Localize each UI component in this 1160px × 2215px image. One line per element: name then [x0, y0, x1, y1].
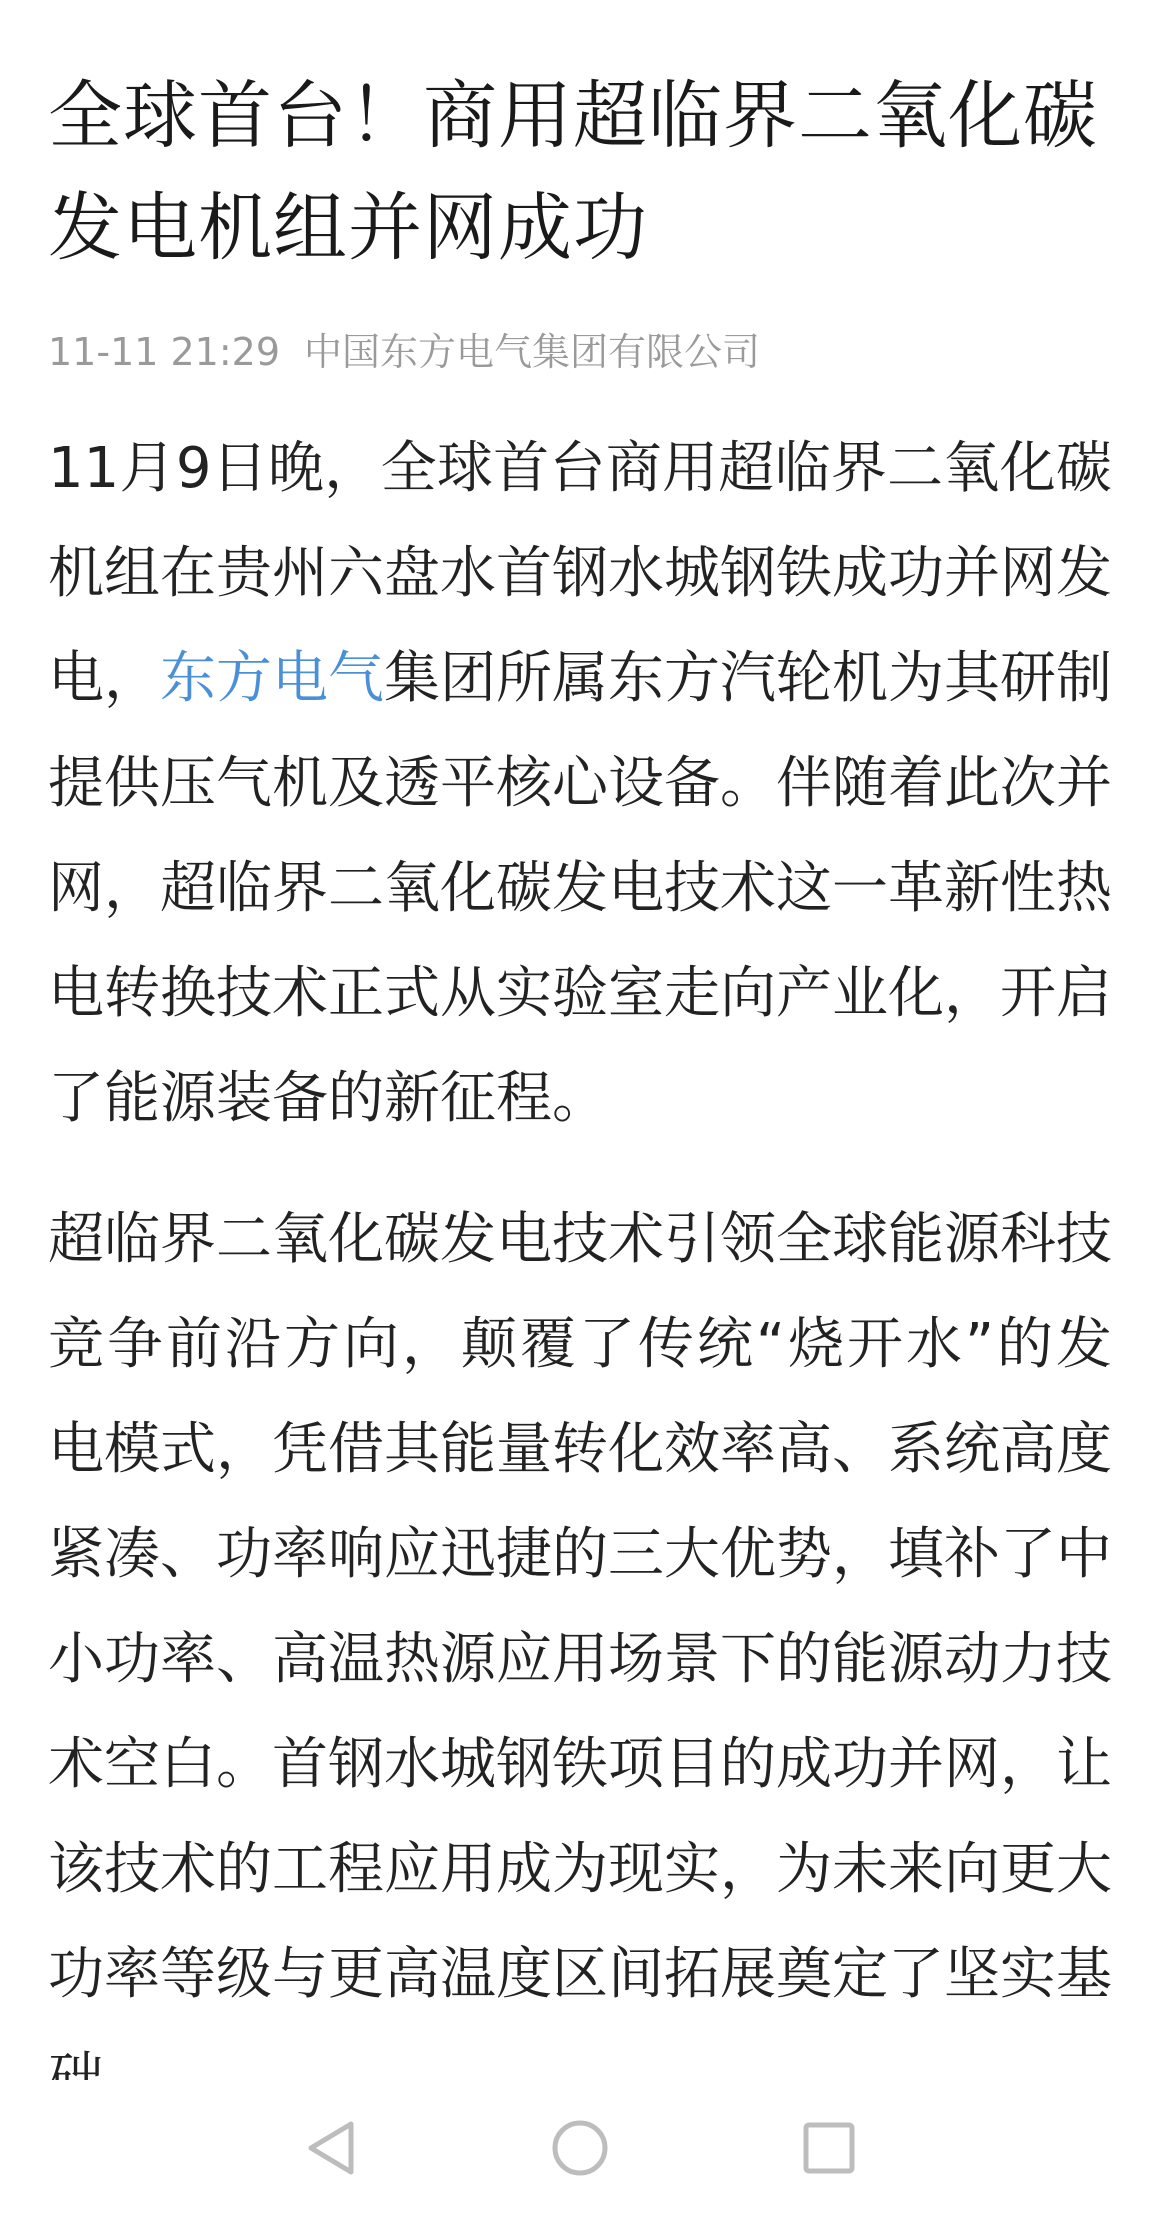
- article-source[interactable]: 中国东方电气集团有限公司: [304, 330, 761, 374]
- article-title: 全球首台！商用超临界二氧化碳发电机组并网成功: [48, 73, 1098, 271]
- recents-button[interactable]: [797, 2116, 861, 2180]
- home-icon: [550, 2118, 610, 2178]
- back-button[interactable]: [299, 2116, 363, 2180]
- paragraph-1: [48, 416, 1112, 1151]
- article-meta: [48, 328, 1112, 376]
- system-navigation-bar: [0, 2080, 1160, 2215]
- back-icon: [303, 2118, 359, 2178]
- article-content: [48, 60, 1112, 2078]
- paragraph-1-text-before: 11月9日晚，全球首台商用超临界二氧化碳机组在贵州六盘水首钢水城钢铁成功并网发电，: [48, 436, 1112, 711]
- paragraph-1-text-after: 集团所属东方汽轮机为其研制提供压气机及透平核心设备。伴随着此次并网，超临界二氧化碳发电技术这一革新性热电转换技术正式从实验室走向产业化，开启了能源装备的新征程。: [48, 646, 1112, 1131]
- article-timestamp: 11-11 21:29: [48, 330, 281, 374]
- paragraph-2: 超临界二氧化碳发电技术引领全球能源科技竞争前沿方向，颠覆了传统“烧开水”的发电模式，凭借其能量转化效率高、系统高度紧凑、功率响应迅捷的三大优势，填补了中小功率、高温热源应用场景下的能源动力技术空白。首钢水城钢铁项目的成功并网，让该技术的工程应用成为现实，为未来向更大功率等级与更高温度区间拓展奠定了坚实基: [48, 1207, 1112, 2007]
- recents-icon: [801, 2120, 857, 2176]
- company-link[interactable]: 东方电气: [160, 646, 384, 711]
- home-button[interactable]: [548, 2116, 612, 2180]
